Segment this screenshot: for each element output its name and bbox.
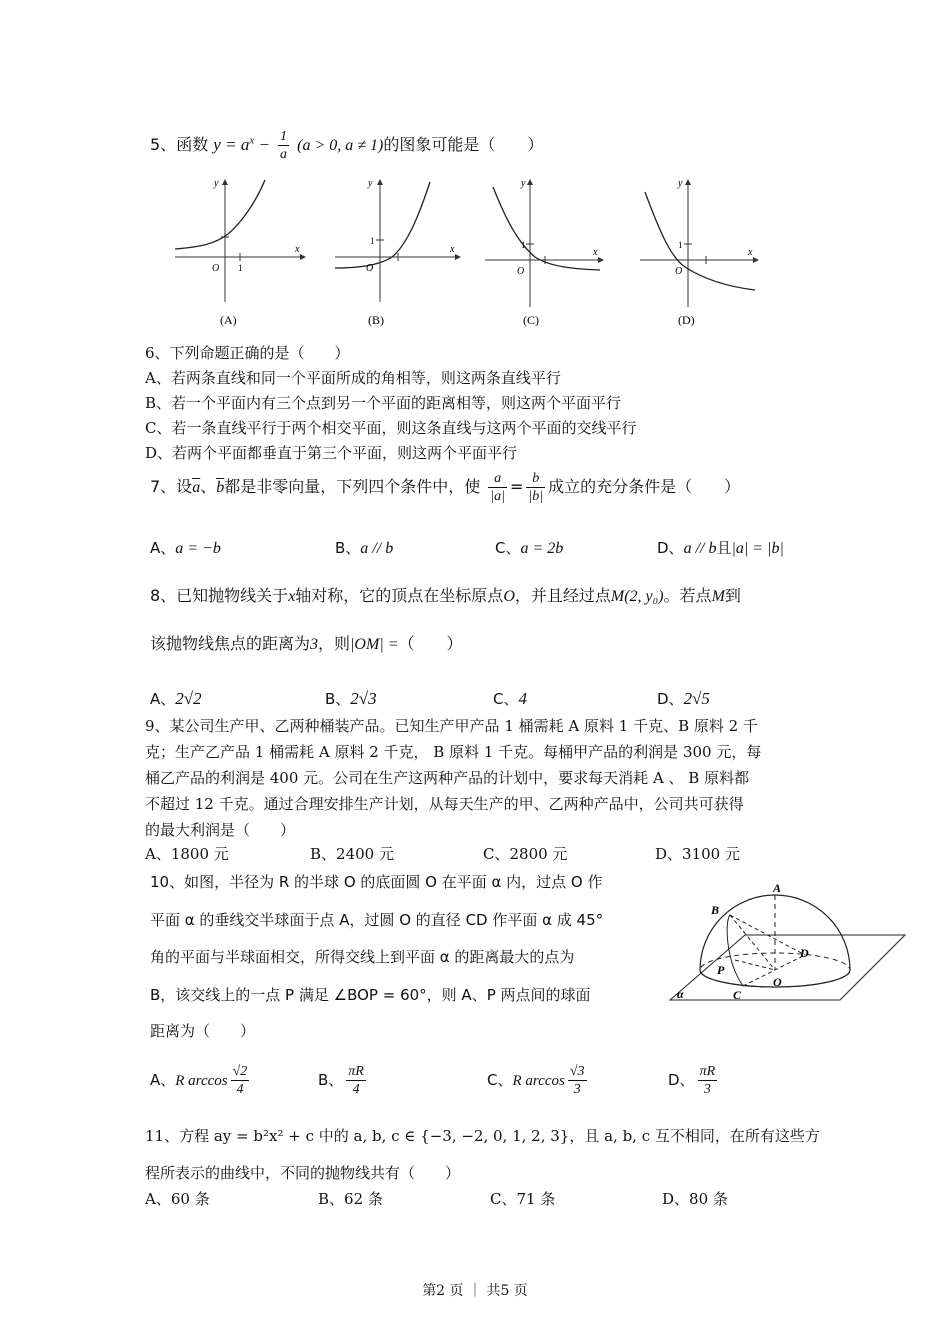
q8-m-point: M(2, y₀)	[610, 588, 664, 605]
q10-option-c	[487, 1060, 590, 1101]
q6-option-c: C、若一条直线平行于两个相交平面，则这条直线与这两个平面的交线平行	[145, 419, 637, 437]
q8-three: 3	[310, 636, 319, 653]
q7-option-a	[150, 537, 221, 560]
q5-function	[213, 135, 270, 154]
q7-frac-b-num: b	[526, 470, 545, 488]
q9-option-d: D、3100 元	[655, 845, 740, 863]
graph-a-origin: O	[212, 263, 220, 274]
q8-o: O	[503, 588, 515, 605]
q8-option-d	[657, 688, 710, 710]
q7-eq: =	[510, 477, 524, 496]
q10-line-5: 距离为（ ）	[150, 1022, 256, 1040]
fig-label-a: A	[773, 881, 782, 895]
q9-option-c: C、2800 元	[483, 845, 568, 863]
q8-l2b: ，则	[318, 634, 351, 653]
q10-opt-b-den: 4	[352, 1082, 360, 1097]
q10-opt-a-pre: R arccos	[175, 1073, 228, 1089]
q5-stem	[150, 128, 543, 163]
graph-a	[175, 178, 305, 327]
q7-opt-d-label: D、	[657, 539, 684, 557]
q7-opt-c-label: C、	[495, 539, 521, 557]
graph-d-origin: O	[675, 266, 683, 277]
q8-m: M	[711, 588, 725, 605]
q8-opt-a-value: 2√2	[175, 689, 202, 708]
q8-opt-b-label: B、	[325, 690, 351, 708]
q7-opt-a-label: A、	[150, 539, 176, 557]
q10-opt-c-num: √3	[569, 1064, 585, 1079]
q8-l1a: 8、已知抛物线关于	[150, 586, 289, 605]
q8-l2c: （ ）	[398, 634, 463, 653]
q8-option-c	[493, 688, 527, 710]
graph-c-x-label: x	[593, 247, 598, 258]
graph-c-label: (C)	[523, 313, 539, 327]
q10-opt-d-num: πR	[699, 1064, 716, 1079]
graph-b-origin: O	[366, 263, 374, 274]
graph-a-y-label: y	[214, 178, 219, 189]
q10-opt-a-frac	[231, 1063, 250, 1098]
graph-c-one: 1	[521, 240, 526, 250]
graph-d-one: 1	[678, 240, 683, 250]
q7-option-b	[335, 537, 393, 560]
q10-opt-a-den: 4	[236, 1082, 244, 1097]
q10-opt-a-label: A、	[150, 1071, 176, 1089]
graph-b-x-label: x	[450, 244, 455, 255]
q6-option-d: D、若两个平面都垂直于第三个平面，则这两个平面平行	[145, 444, 518, 462]
q5-frac-num: 1	[280, 129, 288, 144]
q6-stem: 6、下列命题正确的是（ ）	[145, 344, 350, 362]
graph-c-y-label: y	[521, 178, 526, 189]
q5-graphs	[170, 172, 770, 337]
q7-stem	[150, 470, 740, 505]
q10-line-4: B，该交线上的一点 P 满足 ∠BOP = 60°，则 A、P 两点间的球面	[150, 986, 591, 1004]
fig-label-p: P	[717, 963, 725, 977]
q8-l2a: 该抛物线焦点的距离为	[150, 634, 311, 653]
q10-opt-d-frac	[698, 1063, 718, 1098]
q7-vec-b: $\overline{b}$	[216, 479, 225, 496]
graph-d	[640, 178, 758, 327]
q9-option-a: A、1800 元	[145, 845, 229, 863]
q10-opt-c-frac	[568, 1063, 587, 1098]
q10-figure	[655, 880, 910, 1010]
q11-option-c: C、71 条	[490, 1190, 556, 1208]
q7-frac-a-den: |a|	[490, 489, 506, 504]
q10-line-3: 角的平面与半球面相交，所得交线上到平面 α 的距离最大的点为	[150, 948, 575, 966]
q10-option-b	[318, 1060, 369, 1100]
q9-line-4: 不超过 12 千克。通过合理安排生产计划，从每天生产的甲、乙两种产品中，公司共可获得	[145, 795, 744, 813]
q7-opt-d-and: 且	[716, 539, 732, 557]
q7-p3: 成立的充分条件是（ ）	[548, 477, 741, 496]
graph-c	[485, 178, 603, 327]
graph-c-origin: O	[517, 266, 525, 277]
q8-l1b: 轴对称，它的顶点在坐标原点	[295, 586, 504, 605]
q5-number: 5、	[150, 135, 177, 154]
q9-line-5: 的最大利润是（ ）	[145, 821, 296, 839]
q5-condition: (a > 0, a ≠ 1)	[297, 137, 384, 154]
q6-option-b: B、若一个平面内有三个点到另一个平面的距离相等，则这两个平面平行	[145, 394, 622, 412]
q5-tail: 的图象可能是（ ）	[383, 135, 544, 154]
graph-b	[335, 178, 460, 327]
q10-opt-d-den: 3	[703, 1082, 711, 1097]
q5-lead: 函数	[176, 135, 209, 154]
q8-x: x	[288, 588, 296, 605]
q7-opt-b-value: a // b	[360, 540, 394, 557]
graph-d-y-label: y	[678, 178, 683, 189]
q5-fn-minus: −	[258, 135, 270, 154]
q10-opt-c-pre: R arccos	[512, 1073, 565, 1089]
q8-opt-d-label: D、	[657, 690, 684, 708]
fig-label-o: O	[773, 975, 782, 989]
q8-line2	[150, 633, 463, 656]
q5-fn-sup: x	[249, 134, 255, 147]
graph-b-y-label: y	[368, 178, 373, 189]
q11-option-a: A、60 条	[145, 1190, 210, 1208]
q9-line-1: 9、某公司生产甲、乙两种桶装产品。已知生产甲产品 1 桶需耗 A 原料 1 千克、B 原料 2 千	[145, 717, 758, 735]
q7-vec-a: $\overline{a}$	[192, 479, 201, 496]
q9-line-3: 桶乙产品的利润是 400 元。公司在生产这两种产品的计划中，要求每天消耗 A 、 B 原料都	[145, 769, 750, 787]
q7-frac-b-den: |b|	[528, 489, 544, 504]
q5-frac-den: a	[280, 147, 288, 162]
q7-p2: 都是非零向量，下列四个条件中，使	[224, 477, 481, 496]
q10-opt-b-label: B、	[318, 1071, 344, 1089]
q11-line-2: 程所表示的曲线中，不同的抛物线共有（ ）	[145, 1164, 461, 1182]
q10-opt-a-num: √2	[232, 1064, 248, 1079]
fig-label-alpha: α	[677, 987, 684, 1001]
q10-opt-b-num: πR	[348, 1064, 364, 1079]
q7-opt-b-label: B、	[335, 539, 361, 557]
q7-frac-b	[526, 470, 545, 505]
graph-d-label: (D)	[678, 313, 695, 327]
q10-opt-c-label: C、	[487, 1071, 513, 1089]
q7-opt-a-value: a = −b	[175, 540, 221, 557]
q8-option-a	[150, 688, 202, 710]
q10-opt-c-den: 3	[573, 1082, 581, 1097]
graph-a-one: 1	[238, 263, 243, 273]
q8-l1e: 到	[724, 586, 741, 605]
q8-l1d: 。若点	[663, 586, 712, 605]
q7-frac-a	[488, 470, 507, 505]
q8-opt-c-value: 4	[518, 689, 527, 708]
q7-p1: 7、设	[150, 477, 193, 496]
q8-opt-d-value: 2√5	[683, 689, 710, 708]
graph-b-one: 1	[370, 236, 375, 246]
q8-opt-b-value: 2√3	[350, 689, 377, 708]
q11-option-b: B、62 条	[318, 1190, 383, 1208]
q10-line-1: 10、如图，半径为 R 的半球 O 的底面圆 O 在平面 α 内，过点 O 作	[150, 873, 603, 891]
graph-a-x-label: x	[295, 244, 300, 255]
q7-option-d	[657, 537, 784, 560]
q7-frac-a-num: a	[488, 470, 507, 488]
graph-d-x-label: x	[748, 247, 753, 258]
q8-om: |OM| =	[350, 636, 399, 653]
q6-option-a: A、若两条直线和同一个平面所成的角相等，则这两条直线平行	[145, 369, 561, 387]
q8-opt-c-label: C、	[493, 690, 519, 708]
q9-line-2: 克；生产乙产品 1 桶需耗 A 原料 2 千克， B 原料 1 千克。每桶甲产品的利润是 300 元，每	[145, 743, 762, 761]
q7-opt-c-value: a = 2b	[520, 540, 564, 557]
q7-opt-d-value1: a // b	[683, 540, 717, 557]
q9-option-b: B、2400 元	[310, 845, 394, 863]
fig-label-b: B	[711, 903, 720, 917]
q10-line-2: 平面 α 的垂线交半球面于点 A，过圆 O 的直径 CD 作平面 α 成 45°	[150, 911, 604, 929]
q10-option-a	[150, 1060, 252, 1101]
q8-option-b	[325, 688, 377, 710]
q5-fraction	[278, 128, 289, 163]
q10-opt-d-label: D、	[668, 1071, 695, 1089]
q5-fn-lhs: y = a	[213, 135, 250, 154]
graph-a-label: (A)	[220, 313, 237, 327]
q10-opt-b-frac	[346, 1063, 366, 1098]
fig-label-c: C	[733, 988, 742, 1002]
q11-line-1: 11、方程 ay = b²x² + c 中的 a, b, c ∈ {−3, −2, 0, 1, 2, 3}，且 a, b, c 互不相同，在所有这些方	[145, 1127, 820, 1145]
q7-option-c	[495, 537, 563, 560]
q8-l1c: ，并且经过点	[514, 586, 611, 605]
fig-label-d: D	[800, 946, 809, 960]
q11-option-d: D、80 条	[662, 1190, 728, 1208]
q10-option-d	[668, 1060, 720, 1100]
graph-b-label: (B)	[368, 313, 384, 327]
q8-opt-a-label: A、	[150, 690, 176, 708]
q7-opt-d-value2: |a| = |b|	[731, 540, 784, 557]
page-footer: 第2 页 ｜ 共5 页	[422, 1283, 528, 1299]
q8-line1	[150, 585, 741, 608]
q7-sep: 、	[200, 477, 217, 496]
